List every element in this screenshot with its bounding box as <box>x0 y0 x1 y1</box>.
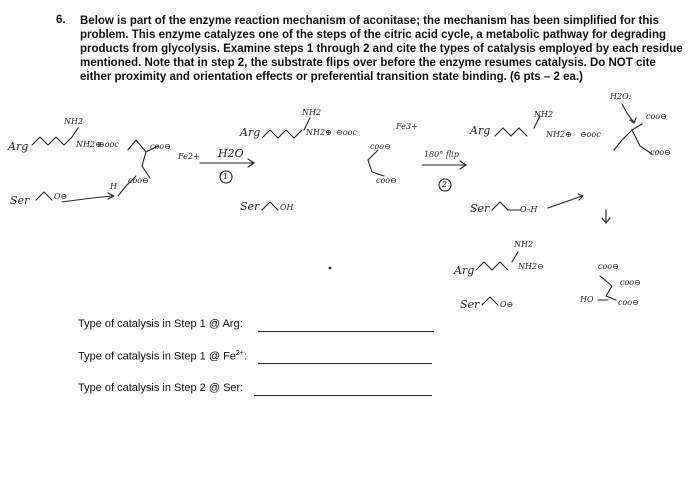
h-label-1: H <box>110 182 117 191</box>
nh2-minus-label: NH2⊖ <box>518 262 544 271</box>
ser-arrow-3 <box>548 196 582 208</box>
answer-row-step1-arg <box>78 318 247 350</box>
coo-label-1: coo⊖ <box>150 142 171 151</box>
answer-label <box>78 382 243 394</box>
answer-row-step2-ser <box>78 382 247 414</box>
nh2-label-3: NH2 <box>534 110 554 119</box>
nh2-label-4: NH2 <box>514 240 534 249</box>
coo-label-8: coo⊖ <box>620 278 641 287</box>
arg-chain-2 <box>262 130 302 138</box>
answer-line-step1-arg[interactable] <box>258 331 434 332</box>
arg-chain-1 <box>32 137 72 145</box>
nh2-plus-label-1: NH2⊕ <box>76 140 102 149</box>
ser-label-3: Ser <box>470 202 490 215</box>
ser-label-2: Ser <box>240 200 260 213</box>
ser-chain-4 <box>482 297 498 305</box>
h2o-lone-label: H2O: <box>610 92 632 101</box>
answer-row-step1-fe <box>78 350 247 382</box>
nh2-label-2: NH2 <box>302 108 322 117</box>
arg-label-1: Arg <box>8 140 29 153</box>
ooc-label-2: ⊖ooc <box>336 128 357 137</box>
prompt-line: either proximity and orientation effects or preferential transition state binding. (6 pts – 2 ea.) <box>80 71 583 83</box>
ooc-label-3: ⊖ooc <box>580 130 601 139</box>
nh2-plus-label-2: NH2⊕ <box>306 128 332 137</box>
fe2-label: Fe2+ <box>178 152 200 161</box>
answer-label-superscript: 2+ <box>235 350 244 357</box>
answer-label <box>78 350 247 363</box>
arg-bond-4 <box>512 252 518 262</box>
prompt-line: products from glycolysis. Examine steps 1 through 2 and cite the types of catalysis employed by each residue <box>80 43 683 55</box>
ser-label-1: Ser <box>10 194 30 207</box>
nh2-plus-label-3: NH2⊕ <box>546 130 572 139</box>
ser-label-4: Ser <box>460 298 480 311</box>
substrate-1-branch <box>142 152 150 178</box>
arg-chain-4 <box>476 262 508 270</box>
answer-label <box>78 318 243 330</box>
substrate-3-skeleton <box>614 124 642 150</box>
h2o-label-1: H2O <box>218 147 244 160</box>
answer-label-text: Type of catalysis in Step 1 @ Arg: <box>78 318 243 330</box>
ser-chain-3 <box>492 202 520 210</box>
oh-label: OH <box>280 203 294 212</box>
arg-label-4: Arg <box>454 264 475 277</box>
answer-line-step2-ser[interactable] <box>254 395 432 396</box>
step2-label: 2 <box>442 180 448 189</box>
ser-oh-label: O–H <box>520 205 538 214</box>
fe3-label: Fe3+ <box>396 122 418 131</box>
coo-label-7: coo⊖ <box>598 262 619 271</box>
substrate-2-skeleton <box>368 150 378 172</box>
coo-label-5: coo⊖ <box>646 112 667 121</box>
nh2-label-1: NH2 <box>64 117 84 126</box>
coo-label-3: coo⊖ <box>370 142 391 151</box>
coo-label-2: coo⊖ <box>128 176 149 185</box>
answer-label-text: Type of catalysis in Step 1 @ Fe <box>78 350 236 363</box>
arg-label-2: Arg <box>240 126 261 139</box>
substrate-3-branch <box>632 130 652 154</box>
ho-label: HO <box>580 295 594 304</box>
o-minus-label-1: O⊖ <box>54 192 68 201</box>
answer-section <box>78 318 247 414</box>
answer-label-text: Type of catalysis in Step 2 @ Ser: <box>78 382 244 394</box>
prompt-line: problem. This enzyme catalyzes one of the steps of the citric acid cycle, a metabolic pathway for degrading <box>80 29 667 41</box>
arg-chain-3 <box>495 128 527 136</box>
ser-arrow-1 <box>62 196 112 202</box>
h2o-arrow <box>622 104 634 122</box>
stray-dot <box>329 267 332 270</box>
ooc-label-1: ⊖ooc <box>98 140 119 149</box>
ser-chain-2 <box>262 202 278 210</box>
coo-label-4: coo⊖ <box>376 176 397 185</box>
prompt-line: Below is part of the enzyme reaction mechanism of aconitase; the mechanism has been simplified for this <box>80 15 659 27</box>
ser-chain-1 <box>36 192 52 200</box>
answer-line-step1-fe[interactable] <box>258 363 432 364</box>
arg-label-3: Arg <box>470 124 491 137</box>
step1-label: 1 <box>223 172 229 181</box>
flip-label: 180° flip <box>424 150 459 159</box>
coo-label-9: coo⊖ <box>618 298 639 307</box>
question-number: 6. <box>56 14 66 26</box>
arg-bond-1 <box>72 128 78 137</box>
product-skeleton <box>600 276 616 300</box>
prompt-line: mentioned. Note that in step 2, the substrate flips over before the enzyme resumes catalysis. Do NOT cite <box>80 57 656 69</box>
o-minus-label-2: O⊖ <box>500 300 514 309</box>
coo-label-6: coo⊖ <box>650 148 671 157</box>
answer-label-suffix: : <box>243 350 247 363</box>
